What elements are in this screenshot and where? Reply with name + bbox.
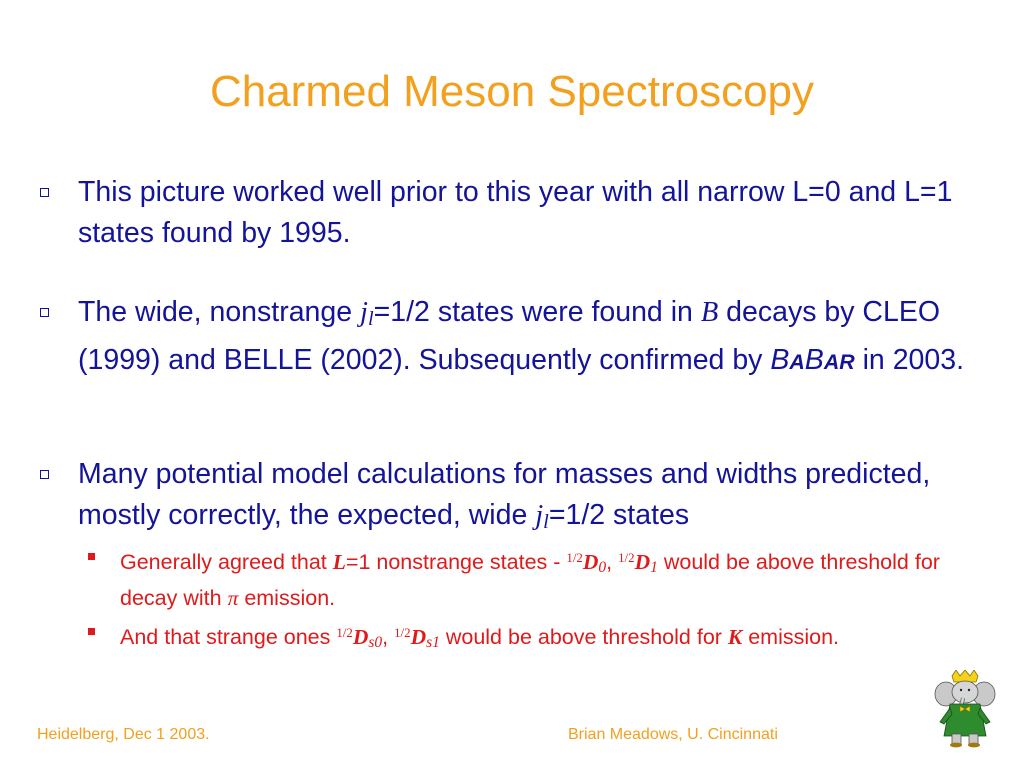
footer-right: Brian Meadows, U. Cincinnati (568, 726, 778, 743)
hollow-square-bullet-icon (40, 188, 49, 197)
bullet-3-text: Many potential model calculations for masses and widths predicted, mostly correctly, the expected, wide jl=1/2 states (78, 458, 931, 534)
babar-logotype: BABAR (770, 344, 855, 377)
bullet-2-text: The wide, nonstrange jl=1/2 states were found in B decays by CLEO (1999) and BELLE (2002). Subsequently confirmed by BABAR in 2003. (78, 296, 965, 377)
subbullet-1-text: Generally agreed that L=1 nonstrange states - $^{1/2}$D0, $^{1/2}$D1 would be above threshold for decay with π emission. (120, 550, 940, 611)
subbullet-2-text: And that strange ones $^{1/2}$Ds0, $^{1/2}$Ds1 would be above threshold for K emission. (120, 625, 840, 652)
slide-title: Charmed Meson Spectroscopy (209, 67, 815, 116)
subbullet-1 (88, 543, 988, 614)
subbullet-2 (88, 618, 988, 658)
bullet-2 (40, 292, 1000, 383)
babar-elephant-icon (930, 670, 1000, 752)
footer-left: Heidelberg, Dec 1 2003. (37, 726, 210, 743)
bullet-1-text: This picture worked well prior to this year with all narrow L=0 and L=1 states found by 1995. (78, 176, 953, 249)
hollow-square-bullet-icon (40, 470, 49, 479)
hollow-square-bullet-icon (40, 308, 49, 317)
bullet-3 (40, 454, 1000, 543)
bullet-1 (40, 172, 1000, 254)
filled-square-bullet-icon (88, 628, 95, 635)
filled-square-bullet-icon (88, 553, 95, 560)
